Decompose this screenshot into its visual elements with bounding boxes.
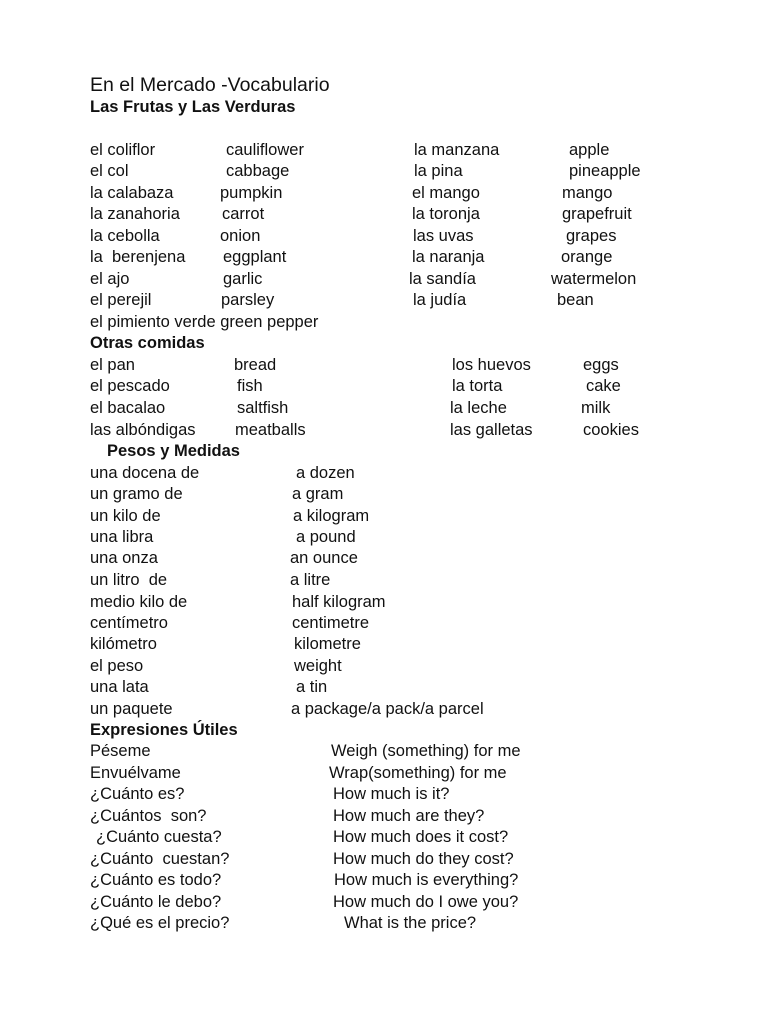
- vocab-es: los huevos: [452, 356, 531, 374]
- vocab-es: centímetro: [90, 614, 168, 632]
- vocab-en: apple: [569, 141, 610, 159]
- vocab-es: la judía: [413, 291, 467, 309]
- expression-es: ¿Cuánto es?: [90, 785, 185, 803]
- vocab-es: las uvas: [413, 227, 474, 245]
- expression-en: How much is it?: [333, 785, 450, 803]
- vocab-en: pumpkin: [220, 184, 283, 202]
- vocab-en: eggs: [583, 356, 619, 374]
- vocab-es: el mango: [412, 184, 480, 202]
- vocab-es: un litro de: [90, 571, 168, 589]
- section-heading-fruits: Las Frutas y Las Verduras: [90, 98, 296, 116]
- vocab-en: a tin: [296, 678, 328, 696]
- vocab-es: un paquete: [90, 700, 173, 718]
- vocab-es: la zanahoria: [90, 205, 180, 223]
- vocab-en: parsley: [221, 291, 275, 309]
- vocab-es: la calabaza: [90, 184, 174, 202]
- expression-es: Péseme: [90, 742, 151, 760]
- vocab-es: la sandía: [409, 270, 476, 288]
- vocab-es: la manzana: [414, 141, 500, 159]
- vocab-en: a litre: [290, 571, 331, 589]
- vocab-en: orange: [561, 248, 613, 266]
- vocab-en: bread: [234, 356, 277, 374]
- vocab-en: grapes: [566, 227, 617, 245]
- vocab-en: grapefruit: [562, 205, 632, 223]
- vocab-es: kilómetro: [90, 635, 157, 653]
- vocab-es: la torta: [452, 377, 503, 395]
- vocab-es: las albóndigas: [90, 421, 196, 439]
- vocab-es: la leche: [450, 399, 507, 417]
- expression-es: ¿Cuánto cuesta?: [96, 828, 222, 846]
- expression-en: How much do I owe you?: [333, 893, 519, 911]
- vocab-en: a pound: [296, 528, 356, 546]
- vocab-es: el peso: [90, 657, 144, 675]
- vocab-es: el col: [90, 162, 129, 180]
- vocab-es: un gramo de: [90, 485, 183, 503]
- vocab-es: la berenjena: [90, 248, 186, 266]
- vocab-en: a package/a pack/a parcel: [291, 700, 484, 718]
- expression-en: How much are they?: [333, 807, 485, 825]
- vocab-es: una lata: [90, 678, 149, 696]
- vocab-en: kilometre: [294, 635, 361, 653]
- vocab-en: garlic: [223, 270, 263, 288]
- vocab-es: una docena de: [90, 464, 200, 482]
- vocab-es: el pan: [90, 356, 135, 374]
- vocab-en: bean: [557, 291, 594, 309]
- vocab-en: cookies: [583, 421, 639, 439]
- vocab-en: a gram: [292, 485, 344, 503]
- section-heading-expressions: Expresiones Útiles: [90, 721, 238, 739]
- expression-es: ¿Cuánto es todo?: [90, 871, 222, 889]
- vocab-es: un kilo de: [90, 507, 161, 525]
- expression-en: How much is everything?: [334, 871, 519, 889]
- vocab-en: eggplant: [223, 248, 287, 266]
- vocab-es: la pina: [414, 162, 463, 180]
- vocab-en: saltfish: [237, 399, 289, 417]
- expression-en: Weigh (something) for me: [331, 742, 521, 760]
- vocab-es: la naranja: [412, 248, 485, 266]
- vocab-en: cake: [586, 377, 621, 395]
- expression-en: Wrap(something) for me: [329, 764, 507, 782]
- vocab-en: an ounce: [290, 549, 358, 567]
- expression-es: ¿Cuántos son?: [90, 807, 207, 825]
- expression-en: How much do they cost?: [333, 850, 514, 868]
- vocab-en: watermelon: [551, 270, 637, 288]
- vocab-es: la cebolla: [90, 227, 160, 245]
- vocab-en: carrot: [222, 205, 265, 223]
- vocab-es: la toronja: [412, 205, 480, 223]
- vocab-es: el coliflor: [90, 141, 156, 159]
- vocab-en: fish: [237, 377, 263, 395]
- vocab-es: el perejil: [90, 291, 152, 309]
- vocab-en: weight: [294, 657, 342, 675]
- vocab-en: meatballs: [235, 421, 306, 439]
- vocab-en: centimetre: [292, 614, 370, 632]
- vocab-es: medio kilo de: [90, 593, 188, 611]
- vocab-en: onion: [220, 227, 261, 245]
- expression-es: ¿Cuánto le debo?: [90, 893, 222, 911]
- vocab-en: half kilogram: [292, 593, 386, 611]
- vocab-extra: el pimiento verde green pepper: [90, 313, 319, 331]
- expression-en: How much does it cost?: [333, 828, 509, 846]
- vocab-en: pineapple: [569, 162, 641, 180]
- vocab-en: a dozen: [296, 464, 355, 482]
- vocab-es: el pescado: [90, 377, 170, 395]
- expression-es: Envuélvame: [90, 764, 181, 782]
- vocab-en: milk: [581, 399, 611, 417]
- expression-es: ¿Cuánto cuestan?: [90, 850, 230, 868]
- vocab-es: una onza: [90, 549, 158, 567]
- vocab-es: una libra: [90, 528, 154, 546]
- vocab-en: a kilogram: [293, 507, 370, 525]
- vocab-es: las galletas: [450, 421, 533, 439]
- expression-es: ¿Qué es el precio?: [90, 914, 230, 932]
- vocab-es: el ajo: [90, 270, 130, 288]
- expression-en: What is the price?: [344, 914, 477, 932]
- section-heading-weights: Pesos y Medidas: [107, 442, 240, 460]
- vocab-en: mango: [562, 184, 613, 202]
- vocab-en: cabbage: [226, 162, 290, 180]
- page-title: En el Mercado -Vocabulario: [90, 74, 330, 96]
- vocab-en: cauliflower: [226, 141, 304, 159]
- section-heading-foods: Otras comidas: [90, 334, 205, 352]
- vocab-es: el bacalao: [90, 399, 166, 417]
